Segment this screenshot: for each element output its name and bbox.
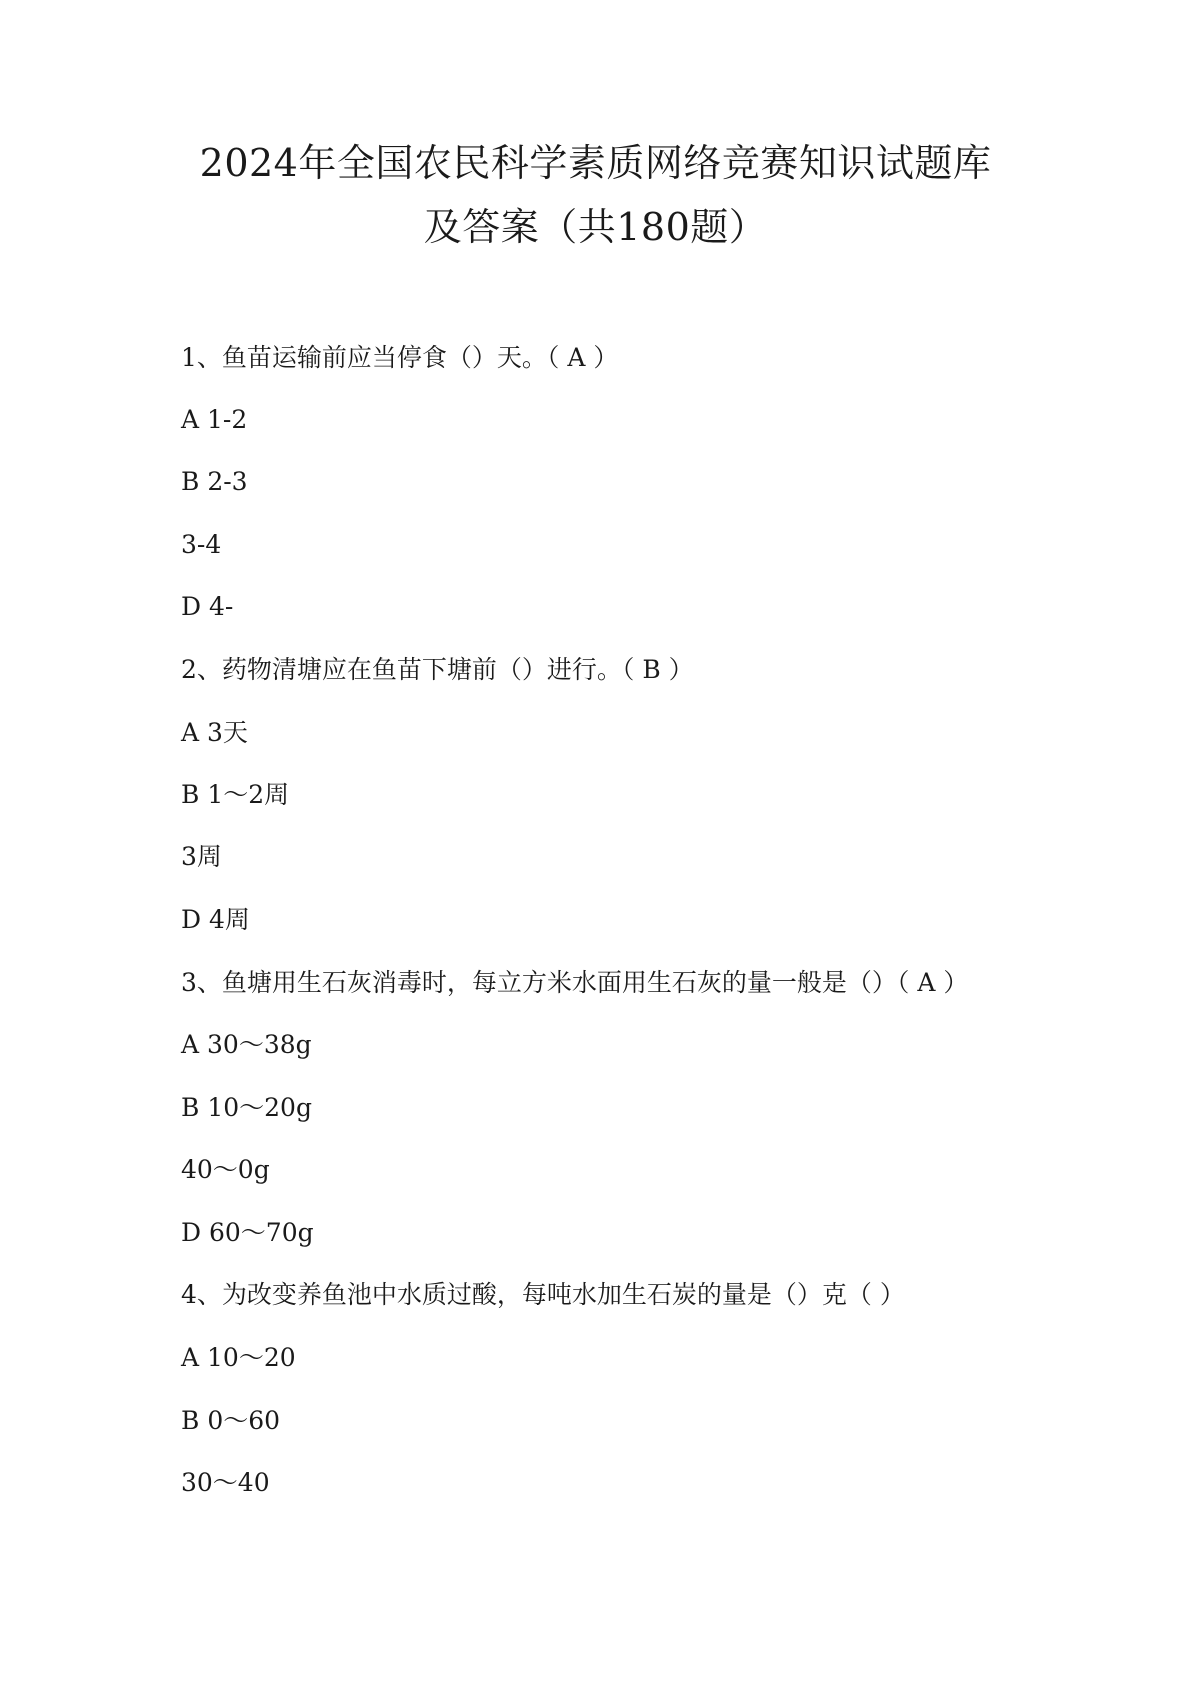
question-4-text: 4、为改变养鱼池中水质过酸，每吨水加生石炭的量是（）克（ ） — [181, 1280, 905, 1309]
question-2-option-d: D 4周 — [181, 905, 250, 934]
question-4-option-b: B 0～60 — [181, 1406, 281, 1435]
question-4-option-a: A 10～20 — [181, 1343, 296, 1372]
question-3-option-d: D 60～70g — [181, 1218, 314, 1247]
question-3-option-a: A 30～38g — [181, 1030, 312, 1059]
question-3-option-b: B 10～20g — [181, 1093, 312, 1122]
question-1-text: 1、鱼苗运输前应当停食（）天。（ A ） — [181, 343, 619, 372]
question-3-text: 3、鱼塘用生石灰消毒时，每立方米水面用生石灰的量一般是（）（ A ） — [181, 968, 969, 997]
document-title-line-2: 及答案（共180题） — [423, 205, 768, 249]
question-1-option-b: B 2-3 — [181, 467, 248, 496]
document-title-line-1: 2024年全国农民科学素质网络竞赛知识试题库 — [199, 141, 992, 185]
question-1-option-c: 3-4 — [181, 530, 222, 559]
question-1-option-d: D 4- — [181, 592, 234, 621]
question-3-option-c: 40～0g — [181, 1155, 270, 1184]
question-2-option-b: B 1～2周 — [181, 780, 290, 809]
question-2-text: 2、药物清塘应在鱼苗下塘前（）进行。（ B ） — [181, 655, 694, 684]
question-1-option-a: A 1-2 — [181, 405, 248, 434]
question-2-option-a: A 3天 — [181, 718, 248, 747]
question-2-option-c: 3周 — [181, 842, 222, 871]
question-4-option-c: 30～40 — [181, 1468, 270, 1497]
